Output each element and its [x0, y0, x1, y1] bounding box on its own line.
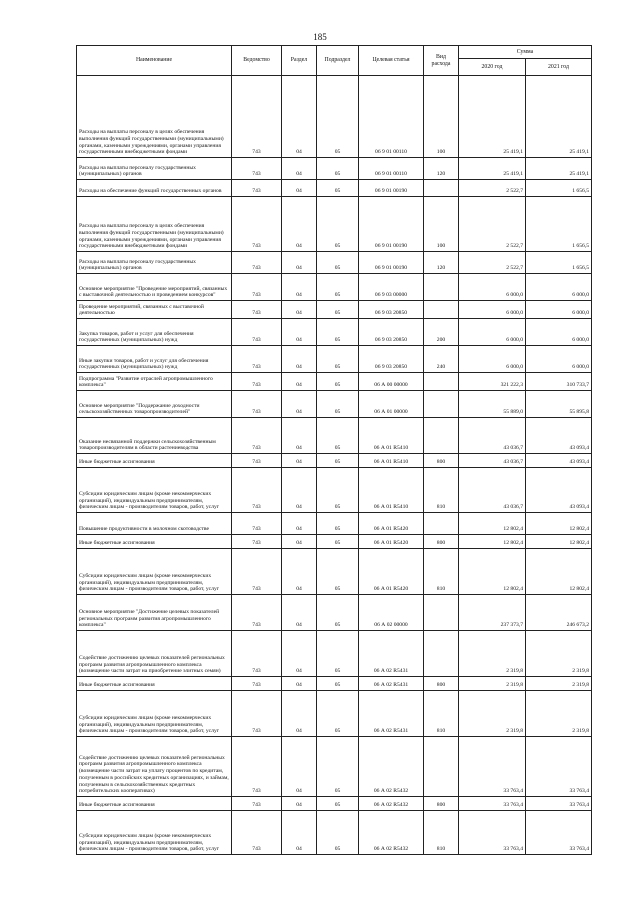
header-year-2020: 2020 год — [459, 59, 526, 76]
cell-section: 04 — [282, 811, 317, 855]
cell-2021: 2 319,8 — [526, 691, 592, 737]
cell-ministry: 743 — [232, 418, 282, 454]
table-body — [77, 76, 592, 855]
cell-expense-type — [424, 513, 459, 535]
cell-2021: 12 802,4 — [526, 549, 592, 595]
cell-subsection: 05 — [317, 418, 359, 454]
cell-subsection: 05 — [317, 454, 359, 468]
cell-2020: 237 373,7 — [459, 595, 526, 631]
cell-ministry: 743 — [232, 454, 282, 468]
cell-section: 04 — [282, 691, 317, 737]
cell-name: Расходы на выплаты персоналу государственных (муниципальных) органов — [77, 252, 232, 274]
cell-target: 06 А 01 R5420 — [359, 535, 424, 549]
cell-2020: 43 036,7 — [459, 454, 526, 468]
cell-ministry: 743 — [232, 595, 282, 631]
cell-expense-type — [424, 180, 459, 197]
cell-section: 04 — [282, 549, 317, 595]
cell-section: 04 — [282, 180, 317, 197]
cell-2021: 25 419,1 — [526, 158, 592, 180]
cell-name: Расходы на выплаты персоналу в целях обеспечения выполнения функций государственными (муниципальными) органами, казенными учреждениями, органами управления государственными внебюджетными фондами — [77, 197, 232, 252]
cell-2020: 6 000,0 — [459, 346, 526, 373]
cell-expense-type: 800 — [424, 535, 459, 549]
cell-subsection: 05 — [317, 691, 359, 737]
cell-2021: 6 000,0 — [526, 274, 592, 301]
cell-ministry: 743 — [232, 677, 282, 691]
cell-2020: 2 319,8 — [459, 631, 526, 677]
header-name: Наименование — [77, 46, 232, 76]
cell-subsection: 05 — [317, 549, 359, 595]
cell-2021: 246 673,2 — [526, 595, 592, 631]
cell-name: Иные бюджетные ассигнования — [77, 677, 232, 691]
cell-name: Оказание несвязанной поддержки сельскохозяйственным товаропроизводителям в области растениеводства — [77, 418, 232, 454]
cell-2021: 310 733,7 — [526, 373, 592, 391]
cell-expense-type: 800 — [424, 454, 459, 468]
cell-name: Основное мероприятие "Достижение целевых показателей региональных программ развития агропромышленного комплекса" — [77, 595, 232, 631]
cell-2020: 43 036,7 — [459, 468, 526, 513]
cell-ministry: 743 — [232, 468, 282, 513]
header-year-2021: 2021 год — [526, 59, 592, 76]
cell-name: Субсидии юридическим лицам (кроме некоммерческих организаций), индивидуальным предпринимателям, физическим лицам - производителям товаров, работ, услуг — [77, 691, 232, 737]
cell-2021: 33 763,4 — [526, 811, 592, 855]
cell-2021: 33 763,4 — [526, 737, 592, 797]
cell-target: 06 9 01 00190 — [359, 252, 424, 274]
header-expense-type: Вид расхода — [424, 46, 459, 76]
cell-subsection: 05 — [317, 595, 359, 631]
cell-expense-type: 810 — [424, 811, 459, 855]
table-row — [77, 513, 592, 535]
cell-2020: 12 802,4 — [459, 549, 526, 595]
cell-2020: 6 000,0 — [459, 319, 526, 346]
cell-2021: 6 000,0 — [526, 319, 592, 346]
cell-ministry: 743 — [232, 197, 282, 252]
table-row — [77, 418, 592, 454]
cell-expense-type — [424, 391, 459, 418]
cell-section: 04 — [282, 346, 317, 373]
cell-target: 06 А 02 R5432 — [359, 797, 424, 811]
cell-target: 06 9 03 20850 — [359, 301, 424, 319]
cell-section: 04 — [282, 197, 317, 252]
cell-expense-type: 810 — [424, 549, 459, 595]
cell-ministry: 743 — [232, 513, 282, 535]
cell-expense-type: 100 — [424, 197, 459, 252]
cell-target: 06 9 01 00110 — [359, 76, 424, 158]
cell-section: 04 — [282, 631, 317, 677]
cell-target: 06 9 01 00190 — [359, 197, 424, 252]
header-subsection: Подраздел — [317, 46, 359, 76]
cell-name: Иные бюджетные ассигнования — [77, 454, 232, 468]
cell-2020: 33 763,4 — [459, 811, 526, 855]
cell-subsection: 05 — [317, 468, 359, 513]
cell-2020: 12 802,4 — [459, 535, 526, 549]
cell-target: 06 А 01 R5410 — [359, 468, 424, 513]
table-row — [77, 454, 592, 468]
cell-ministry: 743 — [232, 391, 282, 418]
cell-2020: 2 522,7 — [459, 180, 526, 197]
cell-2020: 2 319,8 — [459, 677, 526, 691]
cell-ministry: 743 — [232, 301, 282, 319]
cell-subsection: 05 — [317, 391, 359, 418]
cell-name: Подпрограмма "Развитие отраслей агропромышленного комплекса" — [77, 373, 232, 391]
cell-2020: 321 222,3 — [459, 373, 526, 391]
cell-name: Расходы на обеспечение функций государственных органов — [77, 180, 232, 197]
cell-2020: 43 036,7 — [459, 418, 526, 454]
cell-name: Субсидии юридическим лицам (кроме некоммерческих организаций), индивидуальным предпринимателям, физическим лицам - производителям товаров, работ, услуг — [77, 811, 232, 855]
cell-section: 04 — [282, 418, 317, 454]
cell-subsection: 05 — [317, 180, 359, 197]
cell-target: 06 9 01 00110 — [359, 158, 424, 180]
cell-section: 04 — [282, 274, 317, 301]
cell-ministry: 743 — [232, 373, 282, 391]
cell-expense-type — [424, 595, 459, 631]
cell-2020: 12 802,4 — [459, 513, 526, 535]
cell-2021: 25 419,1 — [526, 76, 592, 158]
table-row — [77, 797, 592, 811]
cell-2021: 2 319,8 — [526, 677, 592, 691]
table-row — [77, 391, 592, 418]
cell-2020: 25 419,1 — [459, 158, 526, 180]
cell-subsection: 05 — [317, 301, 359, 319]
table-row — [77, 595, 592, 631]
cell-ministry: 743 — [232, 797, 282, 811]
table-row — [77, 549, 592, 595]
cell-expense-type — [424, 631, 459, 677]
cell-name: Субсидии юридическим лицам (кроме некоммерческих организаций), индивидуальным предпринимателям, физическим лицам - производителям товаров, работ, услуг — [77, 549, 232, 595]
cell-ministry: 743 — [232, 811, 282, 855]
cell-subsection: 05 — [317, 197, 359, 252]
table-row — [77, 158, 592, 180]
table-row — [77, 691, 592, 737]
table-row — [77, 535, 592, 549]
cell-target: 06 А 00 00000 — [359, 373, 424, 391]
cell-expense-type — [424, 301, 459, 319]
cell-name: Проведение мероприятий, связанных с выставочной деятельностью — [77, 301, 232, 319]
cell-expense-type: 100 — [424, 76, 459, 158]
cell-target: 06 А 02 R5431 — [359, 677, 424, 691]
header-ministry: Ведомство — [232, 46, 282, 76]
cell-ministry: 743 — [232, 535, 282, 549]
cell-expense-type: 800 — [424, 797, 459, 811]
cell-ministry: 743 — [232, 180, 282, 197]
cell-expense-type: 810 — [424, 691, 459, 737]
cell-expense-type: 810 — [424, 468, 459, 513]
cell-ministry: 743 — [232, 158, 282, 180]
cell-2021: 6 000,0 — [526, 346, 592, 373]
budget-table — [76, 45, 592, 855]
table-row — [77, 737, 592, 797]
header-sum: Сумма — [459, 46, 592, 59]
cell-name: Закупка товаров, работ и услуг для обеспечения государственных (муниципальных) нужд — [77, 319, 232, 346]
table-row — [77, 319, 592, 346]
cell-subsection: 05 — [317, 631, 359, 677]
cell-target: 06 9 01 00190 — [359, 180, 424, 197]
cell-ministry: 743 — [232, 274, 282, 301]
cell-subsection: 05 — [317, 274, 359, 301]
cell-name: Основное мероприятие "Проведение мероприятий, связанных с выставочной деятельностью и проведением конкурсов" — [77, 274, 232, 301]
cell-2020: 33 763,4 — [459, 737, 526, 797]
cell-section: 04 — [282, 454, 317, 468]
cell-2020: 6 000,0 — [459, 274, 526, 301]
cell-target: 06 А 02 R5432 — [359, 811, 424, 855]
cell-target: 06 А 02 R5431 — [359, 631, 424, 677]
cell-2021: 6 000,0 — [526, 301, 592, 319]
cell-subsection: 05 — [317, 513, 359, 535]
cell-2021: 1 656,5 — [526, 197, 592, 252]
cell-section: 04 — [282, 391, 317, 418]
cell-2020: 55 889,0 — [459, 391, 526, 418]
cell-section: 04 — [282, 797, 317, 811]
cell-subsection: 05 — [317, 252, 359, 274]
header-target: Целевая статья — [359, 46, 424, 76]
cell-expense-type: 120 — [424, 252, 459, 274]
cell-target: 06 9 03 20850 — [359, 346, 424, 373]
cell-ministry: 743 — [232, 76, 282, 158]
cell-ministry: 743 — [232, 737, 282, 797]
cell-2021: 1 656,5 — [526, 252, 592, 274]
cell-expense-type: 240 — [424, 346, 459, 373]
cell-2020: 33 763,4 — [459, 797, 526, 811]
cell-name: Иные бюджетные ассигнования — [77, 535, 232, 549]
cell-section: 04 — [282, 535, 317, 549]
cell-name: Повышение продуктивности в молочном скотоводстве — [77, 513, 232, 535]
cell-2020: 2 522,7 — [459, 197, 526, 252]
cell-section: 04 — [282, 76, 317, 158]
cell-expense-type — [424, 737, 459, 797]
cell-2021: 43 093,4 — [526, 454, 592, 468]
cell-section: 04 — [282, 252, 317, 274]
table-row — [77, 677, 592, 691]
cell-target: 06 А 02 R5432 — [359, 737, 424, 797]
table-row — [77, 811, 592, 855]
cell-2020: 6 000,0 — [459, 301, 526, 319]
cell-2021: 43 093,4 — [526, 418, 592, 454]
cell-expense-type: 200 — [424, 319, 459, 346]
table-row — [77, 346, 592, 373]
cell-name: Содействие достижению целевых показателей региональных программ развития агропромышленного комплекса (возмещение части затрат на уплату процентов по кредитам, полученным в российских кредитных организациях, и займам, полученным в сельскохозяйственных кредитных потребительских кооперативах) — [77, 737, 232, 797]
table-row — [77, 301, 592, 319]
cell-section: 04 — [282, 737, 317, 797]
cell-target: 06 А 02 R5431 — [359, 691, 424, 737]
cell-subsection: 05 — [317, 811, 359, 855]
cell-name: Иные закупки товаров, работ и услуг для обеспечения государственных (муниципальных) нужд — [77, 346, 232, 373]
cell-2020: 25 419,1 — [459, 76, 526, 158]
cell-expense-type: 800 — [424, 677, 459, 691]
cell-2021: 55 895,8 — [526, 391, 592, 418]
cell-expense-type — [424, 373, 459, 391]
cell-2021: 12 802,4 — [526, 535, 592, 549]
cell-subsection: 05 — [317, 319, 359, 346]
cell-section: 04 — [282, 513, 317, 535]
cell-expense-type — [424, 418, 459, 454]
cell-name: Содействие достижению целевых показателей региональных программ развития агропромышленного комплекса (возмещение части затрат на приобретение элитных семян) — [77, 631, 232, 677]
cell-section: 04 — [282, 301, 317, 319]
cell-2021: 43 093,4 — [526, 468, 592, 513]
cell-ministry: 743 — [232, 691, 282, 737]
cell-target: 06 9 03 20850 — [359, 319, 424, 346]
cell-target: 06 А 01 R5410 — [359, 454, 424, 468]
table-row — [77, 373, 592, 391]
cell-subsection: 05 — [317, 535, 359, 549]
page-number: 185 — [313, 32, 327, 42]
cell-ministry: 743 — [232, 346, 282, 373]
cell-target: 06 9 03 00000 — [359, 274, 424, 301]
cell-section: 04 — [282, 373, 317, 391]
table-row — [77, 76, 592, 158]
cell-2020: 2 319,8 — [459, 691, 526, 737]
cell-subsection: 05 — [317, 76, 359, 158]
table-row — [77, 631, 592, 677]
cell-subsection: 05 — [317, 737, 359, 797]
cell-subsection: 05 — [317, 677, 359, 691]
cell-2021: 33 763,4 — [526, 797, 592, 811]
cell-2021: 1 656,5 — [526, 180, 592, 197]
table-row — [77, 274, 592, 301]
table-row — [77, 252, 592, 274]
header-section: Раздел — [282, 46, 317, 76]
cell-section: 04 — [282, 677, 317, 691]
cell-expense-type: 120 — [424, 158, 459, 180]
cell-name: Основное мероприятие "Поддержание доходности сельскохозяйственных товаропроизводителей" — [77, 391, 232, 418]
cell-2021: 12 802,4 — [526, 513, 592, 535]
cell-target: 06 А 01 R5420 — [359, 549, 424, 595]
cell-section: 04 — [282, 319, 317, 346]
cell-name: Расходы на выплаты персоналу в целях обеспечения выполнения функций государственными (муниципальными) органами, казенными учреждениями, органами управления государственными внебюджетными фондами — [77, 76, 232, 158]
cell-expense-type — [424, 274, 459, 301]
cell-ministry: 743 — [232, 252, 282, 274]
cell-name: Расходы на выплаты персоналу государственных (муниципальных) органов — [77, 158, 232, 180]
cell-section: 04 — [282, 158, 317, 180]
cell-target: 06 А 02 00000 — [359, 595, 424, 631]
cell-ministry: 743 — [232, 631, 282, 677]
cell-name: Субсидии юридическим лицам (кроме некоммерческих организаций), индивидуальным предпринимателям, физическим лицам - производителям товаров, работ, услуг — [77, 468, 232, 513]
cell-subsection: 05 — [317, 346, 359, 373]
table-row — [77, 197, 592, 252]
cell-ministry: 743 — [232, 549, 282, 595]
cell-subsection: 05 — [317, 797, 359, 811]
cell-target: 06 А 01 R5410 — [359, 418, 424, 454]
cell-2021: 2 319,8 — [526, 631, 592, 677]
cell-subsection: 05 — [317, 373, 359, 391]
cell-ministry: 743 — [232, 319, 282, 346]
table-row — [77, 468, 592, 513]
cell-target: 06 А 01 R5420 — [359, 513, 424, 535]
table-row — [77, 180, 592, 197]
cell-2020: 2 522,7 — [459, 252, 526, 274]
cell-subsection: 05 — [317, 158, 359, 180]
cell-section: 04 — [282, 468, 317, 513]
cell-section: 04 — [282, 595, 317, 631]
cell-target: 06 А 01 00000 — [359, 391, 424, 418]
cell-name: Иные бюджетные ассигнования — [77, 797, 232, 811]
